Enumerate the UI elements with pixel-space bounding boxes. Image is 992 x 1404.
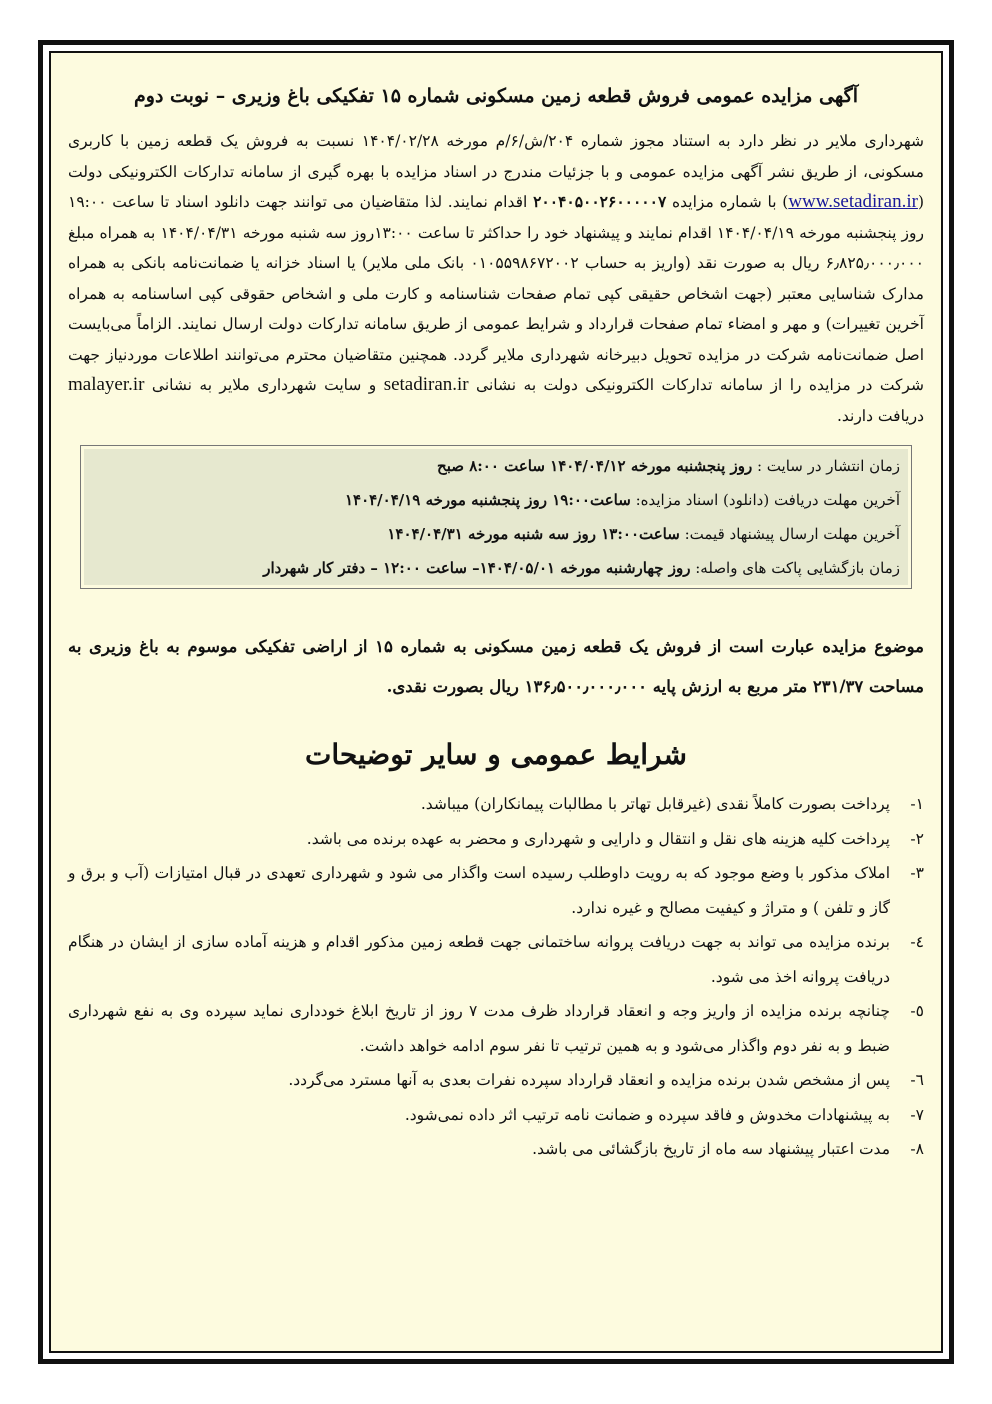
schedule-row <box>84 483 908 517</box>
auction-number: ۲۰۰۴۰۵۰۰۲۶۰۰۰۰۰۷ <box>533 192 667 211</box>
schedule-value: ساعت۱۹:۰۰ روز پنجشنبه مورخه ۱۴۰۴/۰۴/۱۹ <box>344 491 631 509</box>
list-item <box>68 1063 924 1098</box>
item-text: به پیشنهادات مخدوش و فاقد سپرده و ضمانت نامه ترتیب اثر داده نمی‌شود. <box>404 1105 890 1124</box>
intro-text-3: اقدام نمایند. لذا متقاضیان می توانند جهت دانلود اسناد تا ساعت ۱۹:۰۰ روز پنجشنبه مورخه ۱۴۰۴/۰۴/۱۹ اقدام نمایند و پیشنهاد خود را حداکثر تا ساعت ۱۳:۰۰روز سه شنبه مورخه ۱۴۰۴/۰۴/۳۱ به همراه مبلغ ۶٫۸۲۵٫۰۰۰٫۰۰۰ ریال به صورت نقد (واریز به حساب ۰۱۰۵۵۹۸۶۷۲۰۰۲ بانک ملی ملایر) یا اسناد خزانه یا ضمانت‌نامه بانکی به همراه مدارک شناسایی معتبر (جهت اشخاص حقیقی کپی تمام صفحات شناسنامه و کارت ملی و اشخاص حقوقی کپی اساسنامه به همراه آخرین تغییرات) و مهر و امضاء تمام صفحات قرارداد و شرایط عمومی از طریق سامانه تدارکات دولت ارسال نمایند. الزاماً می‌بایست اصل ضمانت‌نامه شرکت در مزایده تحویل دبیرخانه شهرداری ملایر گردد. همچنین متقاضیان محترم می‌توانند اطلاعات موردنیاز جهت شرکت در مزایده را از سامانه تدارکات الکترونیکی دولت به نشانی <box>68 193 924 394</box>
item-text: املاک مذکور با وضع موجود که به رویت داوطلب رسیده است واگذار می شود و شهرداری تعهدی در قبال امتیازات (آب و برق و گاز و تلفن ) و متراژ و کیفیت مصالح و غیره ندارد. <box>68 864 890 917</box>
schedule-value: ساعت۱۳:۰۰ روز سه شنبه مورخه ۱۴۰۴/۰۴/۳۱ <box>387 525 680 543</box>
intro-text-5: دریافت دارند. <box>836 406 924 425</box>
item-number: ۷- <box>910 1105 924 1124</box>
list-item <box>68 856 924 925</box>
list-item <box>68 1132 924 1167</box>
schedule-box <box>80 445 912 589</box>
item-text: چنانچه برنده مزایده از واریز وجه و انعقاد قرارداد ظرف مدت ۷ روز از تاریخ ابلاغ خودداری نماید سپرده وی به نفع شهرداری ضبط و به نفر دوم واگذار می‌شود و به همین ترتیب تا نفر سوم ادامه خواهد داشت. <box>68 1002 891 1055</box>
list-item <box>68 925 924 994</box>
schedule-row <box>84 551 908 585</box>
intro-text-1: شهرداری ملایر در نظر دارد به استناد مجوز شماره ۲۰۴/ش/۶/م مورخه ۱۴۰۴/۰۲/۲۸ نسبت به فروش یک قطعه زمین با کاربری مسکونی، از طریق نشر آگهی مزایده عمومی و با جزئیات مندرج در اسناد مزایده با بهره گیری از سامانه تدارکات الکترونیکی دولت <box>68 132 925 181</box>
intro-text-4: و سایت شهرداری ملایر به نشانی <box>144 376 377 394</box>
schedule-label: آخرین مهلت ارسال پیشنهاد قیمت: <box>679 525 900 543</box>
schedule-row <box>84 517 908 551</box>
item-number: ۱- <box>910 795 924 813</box>
malayer-address: malayer.ir <box>68 374 145 395</box>
document-body <box>68 80 924 1167</box>
list-item <box>68 1098 924 1133</box>
website-link[interactable]: www.setadiran.ir <box>788 191 918 212</box>
item-text: برنده مزایده می تواند به جهت دریافت پروانه ساختمانی جهت قطعه زمین مذکور اقدام و هزینه آماده سازی از ایشان در هنگام دریافت پروانه اخذ می شود. <box>68 933 890 986</box>
item-text: پرداخت بصورت کاملاً نقدی (غیرقابل تهاتر با مطالبات پیمانکاران) میباشد. <box>420 795 890 813</box>
schedule-value: روز چهارشنبه مورخه ۱۴۰۴/۰۵/۰۱– ساعت ۱۲:۰۰ – دفتر کار شهردار <box>263 559 691 577</box>
conditions-heading: شرایط عمومی و سایر توضیحات <box>305 738 687 771</box>
item-number: ۸- <box>910 1140 924 1158</box>
item-text: پس از مشخص شدن برنده مزایده و انعقاد قرارداد سپرده نفرات بعدی به آنها مسترد می‌گردد. <box>288 1071 890 1089</box>
intro-text-2: با شماره مزایده <box>666 193 777 211</box>
item-number: ٤- <box>910 933 924 951</box>
list-item <box>68 994 924 1063</box>
conditions-list <box>68 787 924 1167</box>
item-number: ٥- <box>910 1002 924 1020</box>
list-item <box>68 787 924 822</box>
item-text: پرداخت کلیه هزینه های نقل و انتقال و دارایی و شهرداری و محضر به عهده برنده می باشد. <box>306 829 890 848</box>
item-number: ٦- <box>910 1071 924 1089</box>
auction-subject: موضوع مزایده عبارت است از فروش یک قطعه زمین مسکونی به شماره ۱۵ از اراضی تفکیکی موسوم به باغ وزیری به مساحت ۲۳۱/۳۷ متر مربع به ارزش پایه ۱۳۶٫۵۰۰٫۰۰۰٫۰۰۰ ریال بصورت نقدی. <box>68 637 924 696</box>
schedule-label: آخرین مهلت دریافت (دانلود) اسناد مزایده: <box>630 491 900 509</box>
page-title: آگهی مزایده عمومی فروش قطعه زمین مسکونی شماره ۱۵ تفکیکی باغ وزیری – نوبت دوم <box>134 85 858 107</box>
setadiran-address: setadiran.ir <box>383 374 469 395</box>
schedule-value: روز پنجشنبه مورخه ۱۴۰۴/۰۴/۱۲ ساعت ۸:۰۰ صبح <box>437 457 753 475</box>
list-item <box>68 822 924 857</box>
item-number: ۲- <box>910 829 924 848</box>
schedule-row <box>84 449 908 483</box>
item-number: ۳- <box>910 864 924 882</box>
intro-paragraph: شهرداری ملایر در نظر دارد به استناد مجوز شماره ۲۰۴/ش/۶/م مورخه ۱۴۰۴/۰۲/۲۸ نسبت به فروش یک قطعه زمین با کاربری مسکونی، از طریق نشر آگهی مزایده عمومی و با جزئیات مندرج در اسناد مزایده با بهره گیری از سامانه تدارکات الکترونیکی دولت (www.setadiran.ir) با شماره مزایده ۲۰۰۴۰۵۰۰۲۶۰۰۰۰۰۷ اقدام نمایند. لذا متقاضیان می توانند جهت دانلود اسناد تا ساعت ۱۹:۰۰ روز پنجشنبه مورخه ۱۴۰۴/۰۴/۱۹ اقدام نمایند و پیشنهاد خود را حداکثر تا ساعت ۱۳:۰۰روز سه شنبه مورخه ۱۴۰۴/۰۴/۳۱ به همراه مبلغ ۶٫۸۲۵٫۰۰۰٫۰۰۰ ریال به صورت نقد (واریز به حساب ۰۱۰۵۵۹۸۶۷۲۰۰۲ بانک ملی ملایر) یا اسناد خزانه یا ضمانت‌نامه بانکی به همراه مدارک شناسایی معتبر (جهت اشخاص حقیقی کپی تمام صفحات شناسنامه و کارت ملی و اشخاص حقوقی کپی اساسنامه به همراه آخرین تغییرات) و مهر و امضاء تمام صفحات قرارداد و شرایط عمومی از طریق سامانه تدارکات دولت ارسال نمایند. الزاماً می‌بایست اصل ضمانت‌نامه شرکت در مزایده تحویل دبیرخانه شهرداری ملایر گردد. همچنین متقاضیان محترم می‌توانند اطلاعات موردنیاز جهت شرکت در مزایده را از سامانه تدارکات الکترونیکی دولت به نشانی setadiran.ir و سایت شهرداری ملایر به نشانی malayer.ir دریافت دارند. <box>68 132 925 425</box>
schedule-label: زمان انتشار در سایت : <box>752 457 900 475</box>
item-text: مدت اعتبار پیشنهاد سه ماه از تاریخ بازگشائی می باشد. <box>532 1140 890 1158</box>
schedule-label: زمان بازگشایی پاکت های واصله: <box>690 559 900 577</box>
